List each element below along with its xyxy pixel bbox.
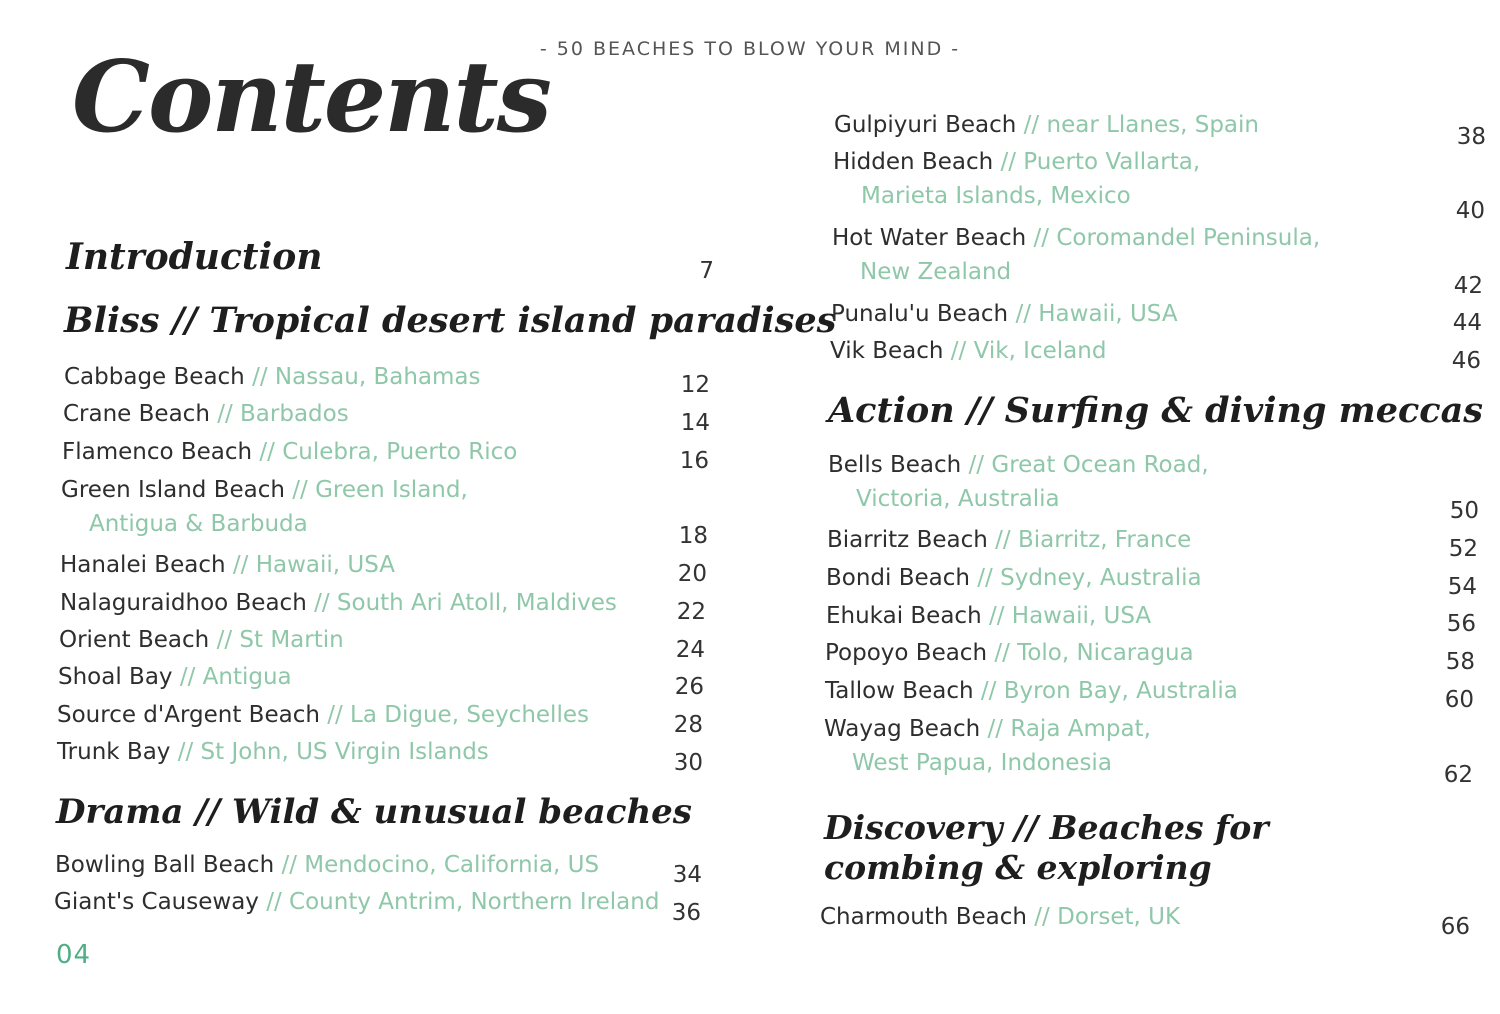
entry-page: 14 <box>680 410 710 436</box>
entry-name: Source d'Argent Beach <box>57 702 320 728</box>
entry-location: Mendocino, California, US <box>304 852 600 878</box>
entry-separator: // <box>961 452 992 478</box>
entry-location: Hawaii, USA <box>1011 603 1152 629</box>
entry-name: Hanalei Beach <box>60 552 226 578</box>
entry-separator: // <box>943 338 974 364</box>
toc-entry <box>61 477 468 537</box>
entry-separator: // <box>993 149 1024 175</box>
entry-location: near Llanes, Spain <box>1046 112 1259 138</box>
entry-page: 58 <box>1445 649 1475 675</box>
entry-location: Great Ocean Road, <box>991 452 1209 478</box>
entry-name: Trunk Bay <box>57 739 171 765</box>
entry-location: South Ari Atoll, Maldives <box>336 590 617 616</box>
entry-location: St John, US Virgin Islands <box>200 739 489 765</box>
intro-page: 7 <box>699 258 714 284</box>
entry-page: 28 <box>673 712 703 738</box>
entry-name: Popoyo Beach <box>825 640 988 666</box>
entry-separator: // <box>987 640 1018 666</box>
entry-page: 40 <box>1455 198 1485 224</box>
toc-entry <box>831 301 1178 327</box>
entry-name: Biarritz Beach <box>827 527 988 553</box>
section-heading-drama: Drama // Wild & unusual beaches <box>56 792 692 832</box>
entry-location: St Martin <box>239 627 344 653</box>
toc-entry <box>833 149 1200 209</box>
entry-separator: // <box>980 716 1011 742</box>
toc-entry <box>828 452 1209 512</box>
toc-entry <box>54 889 659 915</box>
entry-location: Hawaii, USA <box>255 552 395 578</box>
section-heading-bliss: Bliss // Tropical desert island paradises <box>64 300 837 341</box>
toc-entry <box>830 338 1106 364</box>
entry-location: Nassau, Bahamas <box>274 364 481 390</box>
entry-name: Bells Beach <box>828 452 962 478</box>
entry-location: Sydney, Australia <box>1000 565 1202 591</box>
toc-entry <box>58 664 292 690</box>
entry-page: 34 <box>672 862 702 888</box>
entry-location-line2: Victoria, Australia <box>856 486 1060 512</box>
entry-location: Tolo, Nicaragua <box>1017 640 1194 666</box>
entry-page: 12 <box>680 372 710 398</box>
toc-entry <box>60 590 617 616</box>
intro-heading: Introduction <box>66 236 323 278</box>
entry-page: 54 <box>1447 574 1477 600</box>
entry-page: 36 <box>671 900 701 926</box>
toc-entry <box>64 364 480 390</box>
entry-page: 18 <box>678 523 708 549</box>
entry-page: 42 <box>1453 273 1483 299</box>
entry-location: Coromandel Peninsula, <box>1056 225 1321 251</box>
entry-separator: // <box>225 552 256 578</box>
entry-location-line2: Marieta Islands, Mexico <box>861 183 1131 209</box>
toc-entry <box>63 401 349 427</box>
toc-entry <box>832 225 1320 285</box>
page-title: Contents <box>72 40 550 155</box>
entry-name: Shoal Bay <box>58 664 173 690</box>
entry-page: 60 <box>1444 687 1474 713</box>
entry-name: Flamenco Beach <box>62 439 253 465</box>
entry-separator: // <box>981 603 1012 629</box>
entry-location: Raja Ampat, <box>1010 716 1151 742</box>
toc-entry <box>55 852 599 878</box>
entry-separator: // <box>284 477 316 503</box>
toc-entry <box>827 527 1191 553</box>
entry-separator: // <box>319 702 351 728</box>
entry-name: Hot Water Beach <box>832 225 1027 251</box>
entry-page: 20 <box>677 561 707 587</box>
entry-separator: // <box>1008 301 1039 327</box>
entry-location: Byron Bay, Australia <box>1003 678 1238 704</box>
toc-entry <box>826 603 1151 629</box>
entry-name: Giant's Causeway <box>54 889 259 915</box>
toc-entry <box>825 678 1238 704</box>
entry-location-line2: West Papua, Indonesia <box>852 750 1112 776</box>
entry-name: Cabbage Beach <box>64 364 245 390</box>
toc-entry <box>824 716 1151 776</box>
toc-entry <box>825 640 1194 666</box>
entry-page: 52 <box>1448 536 1478 562</box>
running-header: - 50 BEACHES TO BLOW YOUR MIND - <box>539 38 961 60</box>
entry-name: Green Island Beach <box>61 477 285 503</box>
entry-location: Dorset, UK <box>1057 904 1181 930</box>
entry-name: Orient Beach <box>59 627 210 653</box>
entry-name: Hidden Beach <box>833 149 994 175</box>
entry-separator: // <box>306 590 337 616</box>
entry-separator: // <box>973 678 1004 704</box>
entry-separator: // <box>987 527 1018 553</box>
entry-location: Hawaii, USA <box>1038 301 1178 327</box>
entry-separator: // <box>209 401 241 427</box>
entry-location: Antigua <box>202 664 292 690</box>
entry-separator: // <box>969 565 1001 591</box>
entry-location: County Antrim, Northern Ireland <box>289 889 660 915</box>
entry-separator: // <box>1016 112 1047 138</box>
entry-location: Puerto Vallarta, <box>1023 149 1201 175</box>
entry-name: Bowling Ball Beach <box>55 852 275 878</box>
entry-page: 46 <box>1451 348 1481 374</box>
entry-location: La Digue, Seychelles <box>350 702 589 728</box>
page-number: 04 <box>56 940 92 970</box>
entry-name: Punalu'u Beach <box>831 301 1009 327</box>
entry-page: 26 <box>674 674 704 700</box>
entry-page: 44 <box>1452 310 1482 336</box>
entry-name: Nalaguraidhoo Beach <box>60 590 307 616</box>
entry-name: Ehukai Beach <box>826 603 982 629</box>
entry-name: Tallow Beach <box>825 678 974 704</box>
toc-entry <box>60 552 395 578</box>
entry-separator: // <box>1026 225 1057 251</box>
entry-location: Biarritz, France <box>1017 527 1192 553</box>
entry-page: 66 <box>1440 914 1470 940</box>
toc-entry <box>820 904 1180 930</box>
toc-entry <box>62 439 517 465</box>
toc-entry <box>834 112 1259 138</box>
entry-location: Barbados <box>240 401 349 427</box>
toc-entry <box>57 739 489 765</box>
entry-page: 30 <box>673 750 703 776</box>
entry-page: 50 <box>1449 498 1479 524</box>
entry-page: 62 <box>1443 762 1473 788</box>
entry-page: 24 <box>675 637 705 663</box>
entry-name: Crane Beach <box>63 401 210 427</box>
toc-entry <box>57 702 589 728</box>
entry-name: Charmouth Beach <box>820 904 1027 930</box>
entry-separator: // <box>209 627 240 653</box>
entry-separator: // <box>258 889 290 915</box>
entry-page: 22 <box>676 599 706 625</box>
entry-separator: // <box>170 739 201 765</box>
entry-name: Wayag Beach <box>824 716 981 742</box>
entry-page: 56 <box>1446 611 1476 637</box>
entry-location-line2: Antigua & Barbuda <box>89 511 308 537</box>
entry-page: 38 <box>1456 124 1486 150</box>
entry-location-line2: New Zealand <box>860 259 1012 285</box>
entry-separator: // <box>1027 904 1058 930</box>
entry-name: Bondi Beach <box>826 565 970 591</box>
entry-separator: // <box>274 852 305 878</box>
section-heading-discovery: Discovery // Beaches for <box>824 808 1269 847</box>
entry-separator: // <box>172 664 203 690</box>
toc-entry <box>59 627 344 653</box>
toc-entry <box>826 565 1202 591</box>
entry-location: Vik, Iceland <box>973 338 1107 364</box>
entry-separator: // <box>244 364 275 390</box>
entry-page: 16 <box>679 448 709 474</box>
entry-name: Vik Beach <box>830 338 944 364</box>
section-heading-action: Action // Surfing & diving meccas <box>828 390 1483 431</box>
entry-location: Culebra, Puerto Rico <box>282 439 518 465</box>
entry-separator: // <box>252 439 283 465</box>
entry-location: Green Island, <box>315 477 468 503</box>
section-heading-discovery-line2: combing & exploring <box>824 848 1212 887</box>
entry-name: Gulpiyuri Beach <box>834 112 1017 138</box>
